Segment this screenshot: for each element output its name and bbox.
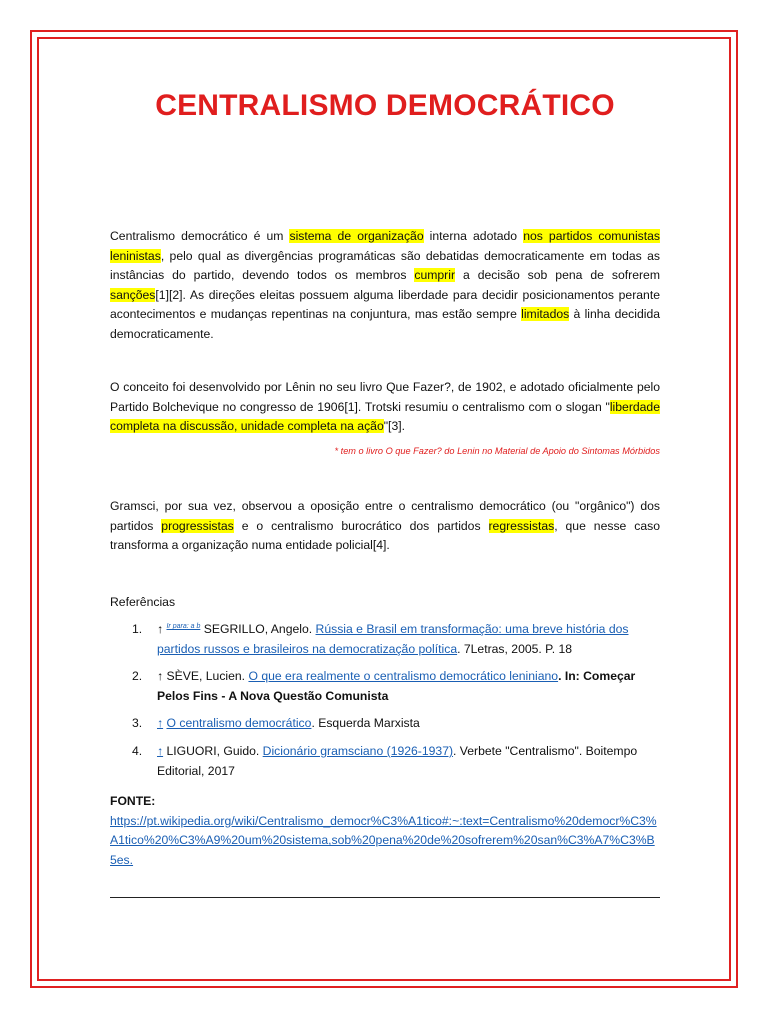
reference-item bbox=[110, 667, 660, 706]
source-url-link[interactable]: https://pt.wikipedia.org/wiki/Centralismo_democr%C3%A1tico#:~:text=Centralismo%20democr%C3%A1tico%20%C3%A9%20um%20sistema,sob%20pena%20de%20sofrerem%20san%C3%A7%C3%B5es. bbox=[110, 813, 657, 867]
source-label: FONTE: bbox=[110, 794, 156, 808]
reference-item bbox=[110, 620, 660, 659]
paragraph-gramsci bbox=[110, 497, 660, 556]
highlight: liberdade completa na discussão, unidade completa na ação bbox=[110, 399, 660, 434]
highlight: cumprir bbox=[414, 268, 456, 283]
highlight: progressistas bbox=[161, 518, 234, 533]
reference-item bbox=[110, 742, 660, 781]
reference-item bbox=[110, 714, 660, 734]
footer-rule bbox=[110, 897, 660, 898]
reference-rest: . In: Começar Pelos Fins - A Nova Questão Comunista bbox=[157, 669, 636, 703]
highlight: nos partidos comunistas leninistas bbox=[110, 229, 661, 263]
text-span: à linha decidida democraticamente. bbox=[110, 307, 660, 341]
text-span: , que nesse caso transforma a organização numa entidade policial[4]. bbox=[110, 518, 660, 553]
text-span: a decisão sob pena de sofrerem bbox=[455, 268, 660, 283]
up-arrow-icon[interactable]: ↑ bbox=[157, 716, 164, 731]
reference-author: SEGRILLO, Angelo. bbox=[203, 622, 313, 636]
reference-rest: . Verbete "Centralismo". Boitempo Editorial, 2017 bbox=[157, 743, 638, 778]
reference-number: 3. bbox=[132, 716, 143, 731]
document-title: CENTRALISMO DEMOCRÁTICO bbox=[155, 89, 615, 122]
highlight: sistema de organização bbox=[289, 229, 424, 243]
reference-rest: . Esquerda Marxista bbox=[311, 716, 420, 731]
text-span: "[3]. bbox=[383, 419, 405, 434]
up-arrow-icon[interactable]: ↑ bbox=[157, 622, 164, 636]
backlink-superscript[interactable]: Ir para: a b bbox=[166, 622, 201, 630]
reference-number: 1. bbox=[132, 622, 143, 636]
source-block bbox=[110, 792, 660, 870]
up-arrow-icon[interactable]: ↑ bbox=[157, 743, 164, 758]
reference-author: SÈVE, Lucien. bbox=[166, 669, 246, 684]
highlight: sanções bbox=[110, 287, 156, 302]
reference-link[interactable]: Rússia e Brasil em transformação: uma breve história dos partidos russos e brasileiros na democratização política bbox=[157, 622, 629, 656]
up-arrow-icon[interactable]: ↑ bbox=[157, 669, 164, 684]
text-span: Centralismo democrático é um bbox=[110, 229, 290, 243]
text-span: , pelo qual as divergências programáticas são debatidas democraticamente em todas as instâncias do partido, devendo todos os membros bbox=[110, 248, 660, 283]
highlight: regressistas bbox=[488, 518, 555, 533]
reference-rest: . 7Letras, 2005. P. 18 bbox=[457, 641, 573, 656]
reference-author: LIGUORI, Guido. bbox=[166, 743, 260, 758]
paragraph-origin bbox=[110, 378, 660, 437]
reference-link[interactable]: O centralismo democrático bbox=[166, 716, 312, 731]
text-span: Gramsci, por sua vez, observou a oposição entre o centralismo democrático (ou "orgânico") dos partidos bbox=[110, 499, 660, 533]
highlight: limitados bbox=[521, 307, 570, 322]
paragraph-definition bbox=[110, 227, 660, 345]
text-span: O conceito foi desenvolvido por Lênin no seu livro Que Fazer?, de 1902, e adotado oficialmente pelo Partido Bolchevique no congresso de 1906[1]. Trotski resumiu o centralismo com o slogan " bbox=[110, 380, 660, 414]
reference-link[interactable]: Dicionário gramsciano (1926-1937) bbox=[262, 743, 454, 758]
side-note: * tem o livro O que Fazer? do Lenin no Material de Apoio do Sintomas Mórbidos bbox=[334, 446, 660, 456]
text-span: e o centralismo burocrático dos partidos bbox=[233, 518, 489, 533]
reference-link[interactable]: O que era realmente o centralismo democrático leniniano bbox=[248, 669, 559, 684]
reference-number: 4. bbox=[132, 743, 143, 758]
reference-number: 2. bbox=[132, 669, 143, 684]
text-span: [1][2]. As direções eleitas possuem alguma liberdade para decidir posicionamentos perante acontecimentos e mudanças repentinas na conjuntura, mas estão sempre bbox=[110, 287, 660, 322]
references-heading: Referências bbox=[110, 595, 176, 609]
references-list bbox=[110, 620, 660, 789]
text-span: interna adotado bbox=[423, 229, 524, 243]
